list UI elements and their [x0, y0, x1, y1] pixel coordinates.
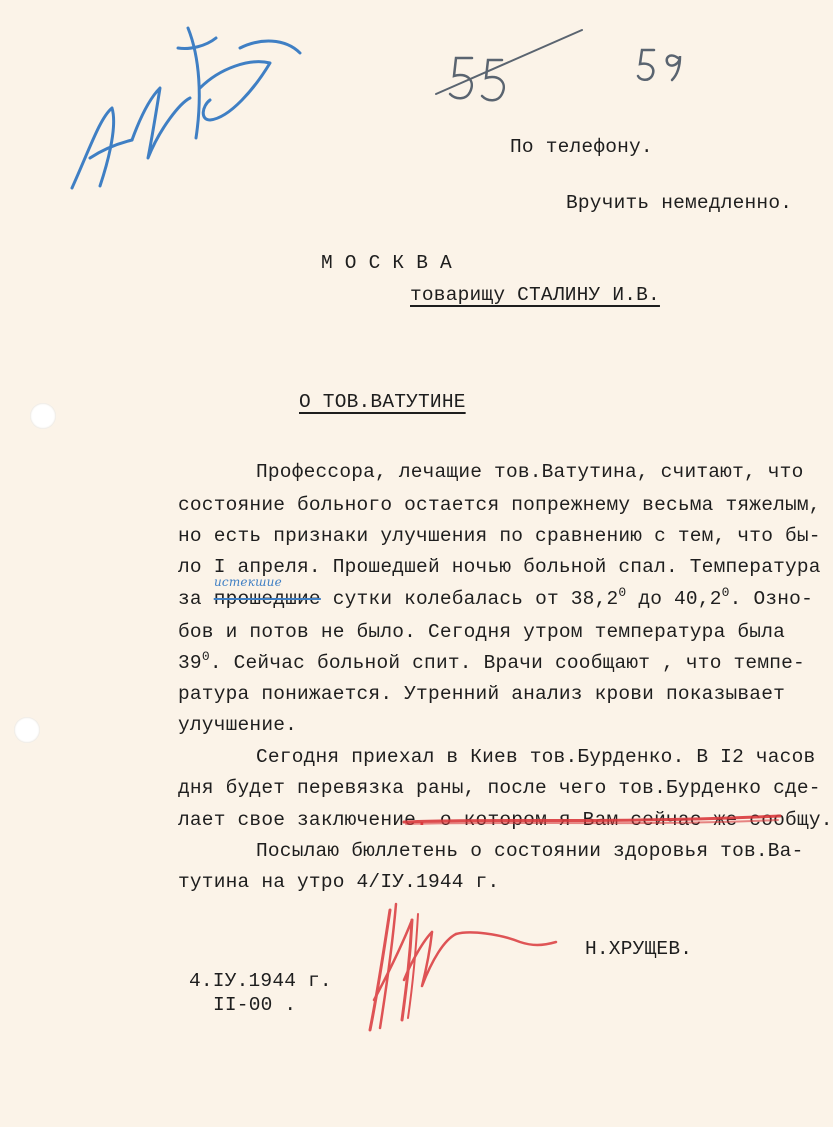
punch-hole-bottom	[14, 717, 40, 743]
body-line-7	[178, 649, 805, 674]
line7-suffix: . Сейчас больной спит. Врачи сообщают , что темпе-	[209, 652, 805, 674]
document-time: II-00 .	[213, 994, 297, 1016]
by-phone-note: По телефону.	[510, 136, 653, 158]
struck-word: прошедшие	[213, 588, 321, 610]
urgent-delivery-note: Вручить немедленно.	[566, 192, 793, 214]
body-line-3: но есть признаки улучшения по сравнению с тем, что бы-	[178, 525, 821, 547]
document-date: 4.IУ.1944 г.	[189, 970, 332, 992]
signature-name: Н.ХРУЩЕВ.	[585, 938, 693, 960]
body-line-9: улучшение.	[178, 714, 298, 736]
signature-red-pencil	[360, 890, 580, 1040]
line7-prefix: 39	[178, 652, 202, 674]
degree-mark-2: 0	[721, 585, 730, 600]
body-line-6: бов и потов не было. Сегодня утром температура была	[178, 621, 785, 643]
body-line-5	[178, 585, 813, 610]
subject-heading: О ТОВ.ВАТУТИНЕ	[299, 391, 466, 413]
archive-scribble-mark	[60, 8, 310, 208]
line5-prefix: за	[178, 588, 214, 610]
struck-sentence: о котором я Вам сейчас же сообщу.	[427, 809, 833, 831]
body-line-4: ло I апреля. Прошедшей ночью больной спал. Температура	[178, 556, 821, 578]
degree-mark-3: 0	[201, 649, 210, 664]
line5-mid: сутки колебалась от 38,2	[320, 588, 619, 610]
handwritten-correction: истекшие	[214, 575, 282, 589]
body-line-2: состояние больного остается попрежнему весьма тяжелым,	[178, 494, 821, 516]
para3-line-1: Посылаю бюллетень о состоянии здоровья тов.Ва-	[256, 840, 804, 862]
page-number-old-struck	[432, 20, 592, 110]
address-city: М О С К В А	[321, 252, 452, 274]
para2-line-2: дня будет перевязка раны, после чего тов.Бурденко сде-	[178, 777, 821, 799]
degree-mark-1: 0	[618, 585, 627, 600]
para3-line-2: тутина на утро 4/IУ.1944 г.	[178, 871, 500, 893]
address-recipient: товарищу СТАЛИНУ И.В.	[410, 284, 660, 306]
line5-suffix: . Озно-	[729, 588, 813, 610]
red-strikethrough	[400, 808, 785, 832]
para2-line-1: Сегодня приехал в Киев тов.Бурденко. В I2 часов	[256, 746, 816, 768]
body-line-1: Профессора, лечащие тов.Ватутина, считают, что	[256, 461, 804, 483]
red-period: .	[416, 809, 428, 831]
body-line-8: ратура понижается. Утренний анализ крови показывает	[178, 683, 785, 705]
page-number-new	[634, 44, 694, 84]
punch-hole-top	[30, 403, 56, 429]
para2-kept-text: лает свое заключение	[178, 809, 417, 831]
line5-mid2: до 40,2	[626, 588, 722, 610]
